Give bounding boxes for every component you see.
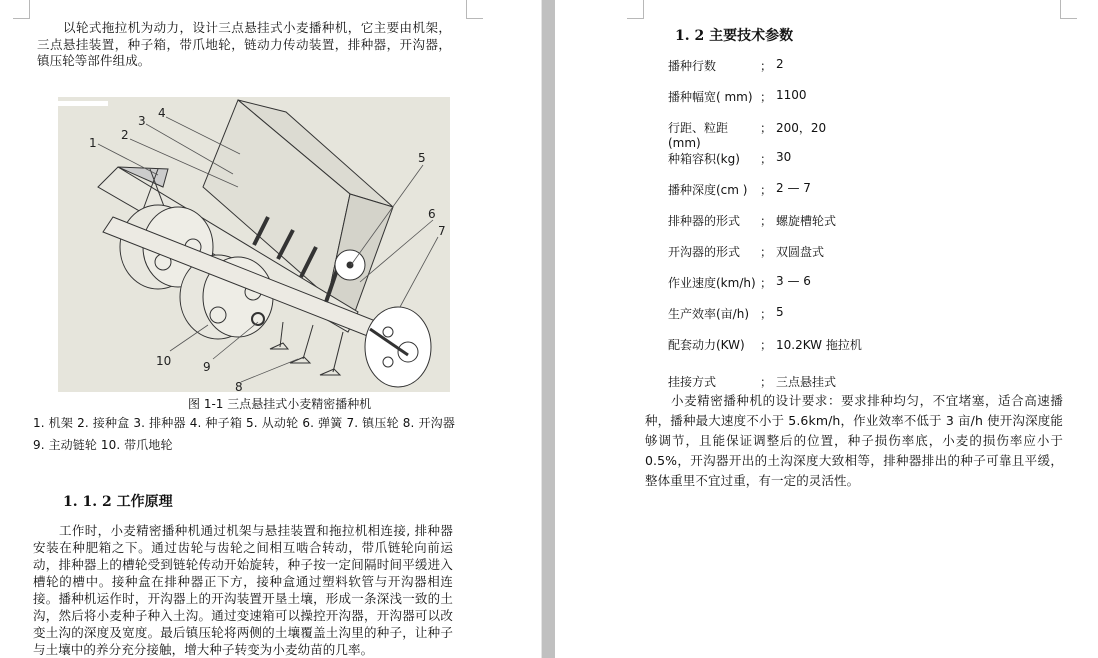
param-separator: ； (760, 276, 773, 290)
figure-label: 2 (121, 128, 129, 142)
param-label: 播种幅宽( mm) (668, 90, 753, 104)
param-separator: ； (760, 59, 773, 73)
margin-corner-mark (627, 0, 644, 19)
param-value: 3 — 6 (776, 274, 811, 288)
param-value: 2 (776, 57, 784, 71)
param-value: 10.2KW 拖拉机 (776, 338, 862, 352)
figure-legend: 1. 机架 2. 接种盒 3. 排种器 4. 种子箱 5. 从动轮 6. 弹簧 7. 镇压轮 8. 开沟器 9. 主动链轮 10. 带爪地轮 (33, 416, 455, 452)
param-value: 2 — 7 (776, 181, 811, 195)
seeder-figure (58, 97, 450, 392)
param-row (668, 57, 784, 74)
param-label: 行距、粒距(mm) (668, 121, 729, 150)
figure-caption: 图 1-1 三点悬挂式小麦精密播种机 (188, 397, 372, 411)
param-value: 三点悬挂式 (776, 375, 837, 389)
param-label: 播种行数 (668, 59, 717, 73)
right-page (555, 0, 1098, 658)
param-row (668, 119, 826, 150)
figure-label: 1 (89, 136, 97, 150)
param-row (668, 305, 784, 322)
param-value: 双圆盘式 (776, 245, 825, 259)
param-value: 1100 (776, 88, 807, 102)
margin-corner-mark (1060, 0, 1077, 19)
section-heading: 1. 2 主要技术参数 (675, 28, 794, 44)
param-value: 5 (776, 305, 784, 319)
param-separator: ； (760, 183, 773, 197)
param-label: 配套动力(KW) (668, 338, 745, 352)
param-separator: ； (760, 121, 773, 135)
page-gap (541, 0, 555, 658)
param-separator: ； (760, 214, 773, 228)
param-label: 种箱容积(kg) (668, 152, 740, 166)
param-label: 开沟器的形式 (668, 245, 741, 259)
param-value: 200，20 (776, 121, 827, 135)
margin-corner-mark (13, 0, 30, 19)
figure-label: 10 (156, 354, 172, 368)
param-separator: ； (760, 90, 773, 104)
param-value: 30 (776, 150, 792, 164)
param-row (668, 212, 836, 229)
figure-label: 5 (418, 151, 426, 165)
param-separator: ； (760, 245, 773, 259)
param-row (668, 150, 791, 167)
left-page (0, 0, 541, 658)
param-label: 播种深度(cm ) (668, 183, 748, 197)
figure-label: 6 (428, 207, 436, 221)
param-separator: ； (760, 338, 773, 352)
figure-label: 4 (158, 106, 166, 120)
param-value: 螺旋槽轮式 (776, 214, 837, 228)
param-row (668, 181, 811, 198)
param-label: 挂接方式 (668, 375, 717, 389)
figure-label: 3 (138, 114, 146, 128)
param-separator: ； (760, 375, 773, 389)
margin-corner-mark (466, 0, 483, 19)
intro-paragraph: 以轮式拖拉机为动力，设计三点悬挂式小麦播种机，它主要由机架，三点悬挂装置，种子箱，带爪地轮，链动力传动装置，排种器，开沟器，镇压轮等部件组成。 (37, 20, 451, 68)
param-separator: ； (760, 152, 773, 166)
param-separator: ； (760, 307, 773, 321)
working-principle-paragraph: 工作时，小麦精密播种机通过机架与悬挂装置和拖拉机相连接, 排种器安装在种肥箱之下。通过齿轮与齿轮之间相互啮合转动，带爪链轮向前运动，排种器上的槽轮受到链轮传动开始旋转，种子按一定间隔时间平缓进入槽轮的槽中。接种盒在排种器正下方，接种盒通过塑料软管与开沟器相连接。播种机运作时，开沟器上的开沟装置开垦土壤，形成一条深浅一致的土沟，然后将小麦种子种入土沟。通过变速箱可以操控开沟器，开沟器可以改变土沟的深度及宽度。最后镇压轮将两侧的土壤覆盖土沟里的种子，让种子与土壤中的养分充分接触，增大种子转变为小麦幼苗的几率。 (33, 523, 453, 657)
param-row (668, 243, 824, 260)
figure-label: 9 (203, 360, 211, 374)
section-heading: 1. 1. 2 工作原理 (63, 494, 173, 510)
param-label: 生产效率(亩/h) (668, 307, 750, 321)
param-row (668, 373, 836, 390)
figure-label: 8 (235, 380, 243, 392)
figure-label: 7 (438, 224, 446, 238)
param-label: 排种器的形式 (668, 214, 741, 228)
param-row (668, 88, 807, 105)
design-requirements-paragraph: 小麦精密播种机的设计要求：要求排种均匀，不宜堵塞，适合高速播种，播种最大速度不小于 5.6km/h，作业效率不低于 3 亩/h 使开沟深度能够调节，且能保证调整后的位置，种子损伤率底，小麦的损伤率应小于 0.5%，开沟器开出的土沟深度大致相等，排种器排出的种子可靠且平缓，整体重里不宜过重，有一定的灵活性。 (645, 393, 1063, 488)
param-label: 作业速度(km/h) (668, 276, 756, 290)
param-row (668, 274, 811, 291)
param-row (668, 336, 862, 353)
